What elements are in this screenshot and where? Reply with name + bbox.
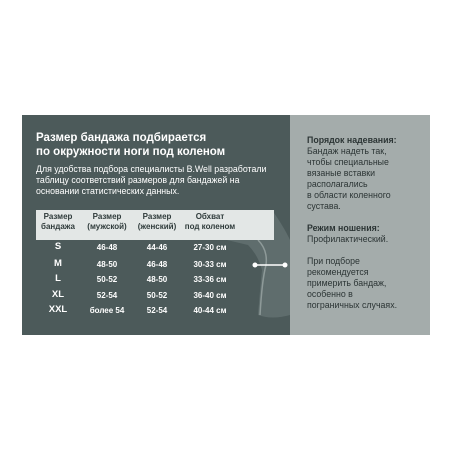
instructions-text: Бандаж надеть так, чтобы специальные вязаные вставки располагались в области коленного сустава. bbox=[307, 146, 391, 211]
size-chart-card bbox=[22, 115, 430, 335]
cell-male: более 54 bbox=[89, 306, 125, 315]
cell-male: 48-50 bbox=[96, 260, 118, 269]
header-size: Размер бандажа bbox=[41, 212, 75, 231]
cell-size: M bbox=[54, 258, 62, 269]
cell-female: 50-52 bbox=[146, 291, 168, 300]
header-circumference: Обхват под коленом bbox=[184, 212, 236, 231]
cell-circumference: 33-36 см bbox=[193, 275, 227, 284]
cell-size: L bbox=[55, 273, 61, 284]
chart-title: Размер бандажа подбирается по окружности ноги под коленом bbox=[36, 132, 226, 158]
fitting-advice: При подборе рекомендуется примерить бандаж, особенно в пограничных случаях. bbox=[307, 256, 398, 310]
cell-female: 46-48 bbox=[146, 260, 168, 269]
cell-circumference: 27-30 см bbox=[193, 243, 227, 252]
cell-size: XXL bbox=[48, 304, 68, 315]
cell-female: 52-54 bbox=[146, 306, 168, 315]
cell-female: 44-46 bbox=[146, 243, 168, 252]
cell-male: 50-52 bbox=[96, 275, 118, 284]
header-female: Размер (женский) bbox=[137, 212, 177, 231]
chart-intro: Для удобства подбора специалисты B.Well разработали таблицу соответствий размеров для бандажей на основании статистических данных. bbox=[36, 164, 267, 196]
cell-circumference: 30-33 см bbox=[193, 260, 227, 269]
instructions-heading: Порядок надевания: bbox=[307, 135, 397, 145]
cell-male: 46-48 bbox=[96, 243, 118, 252]
cell-circumference: 40-44 см bbox=[193, 306, 227, 315]
cell-female: 48-50 bbox=[146, 275, 168, 284]
wear-mode-heading: Режим ношения: bbox=[307, 223, 380, 233]
cell-male: 52-54 bbox=[96, 291, 118, 300]
knee-measure-dot-left bbox=[253, 263, 258, 268]
cell-size: XL bbox=[51, 289, 65, 300]
cell-size: S bbox=[54, 241, 62, 252]
header-male: Размер (мужской) bbox=[87, 212, 127, 231]
knee-measure-dot-right bbox=[283, 263, 288, 268]
cell-circumference: 36-40 см bbox=[193, 291, 227, 300]
wear-mode-text: Профилактический. bbox=[307, 234, 389, 244]
